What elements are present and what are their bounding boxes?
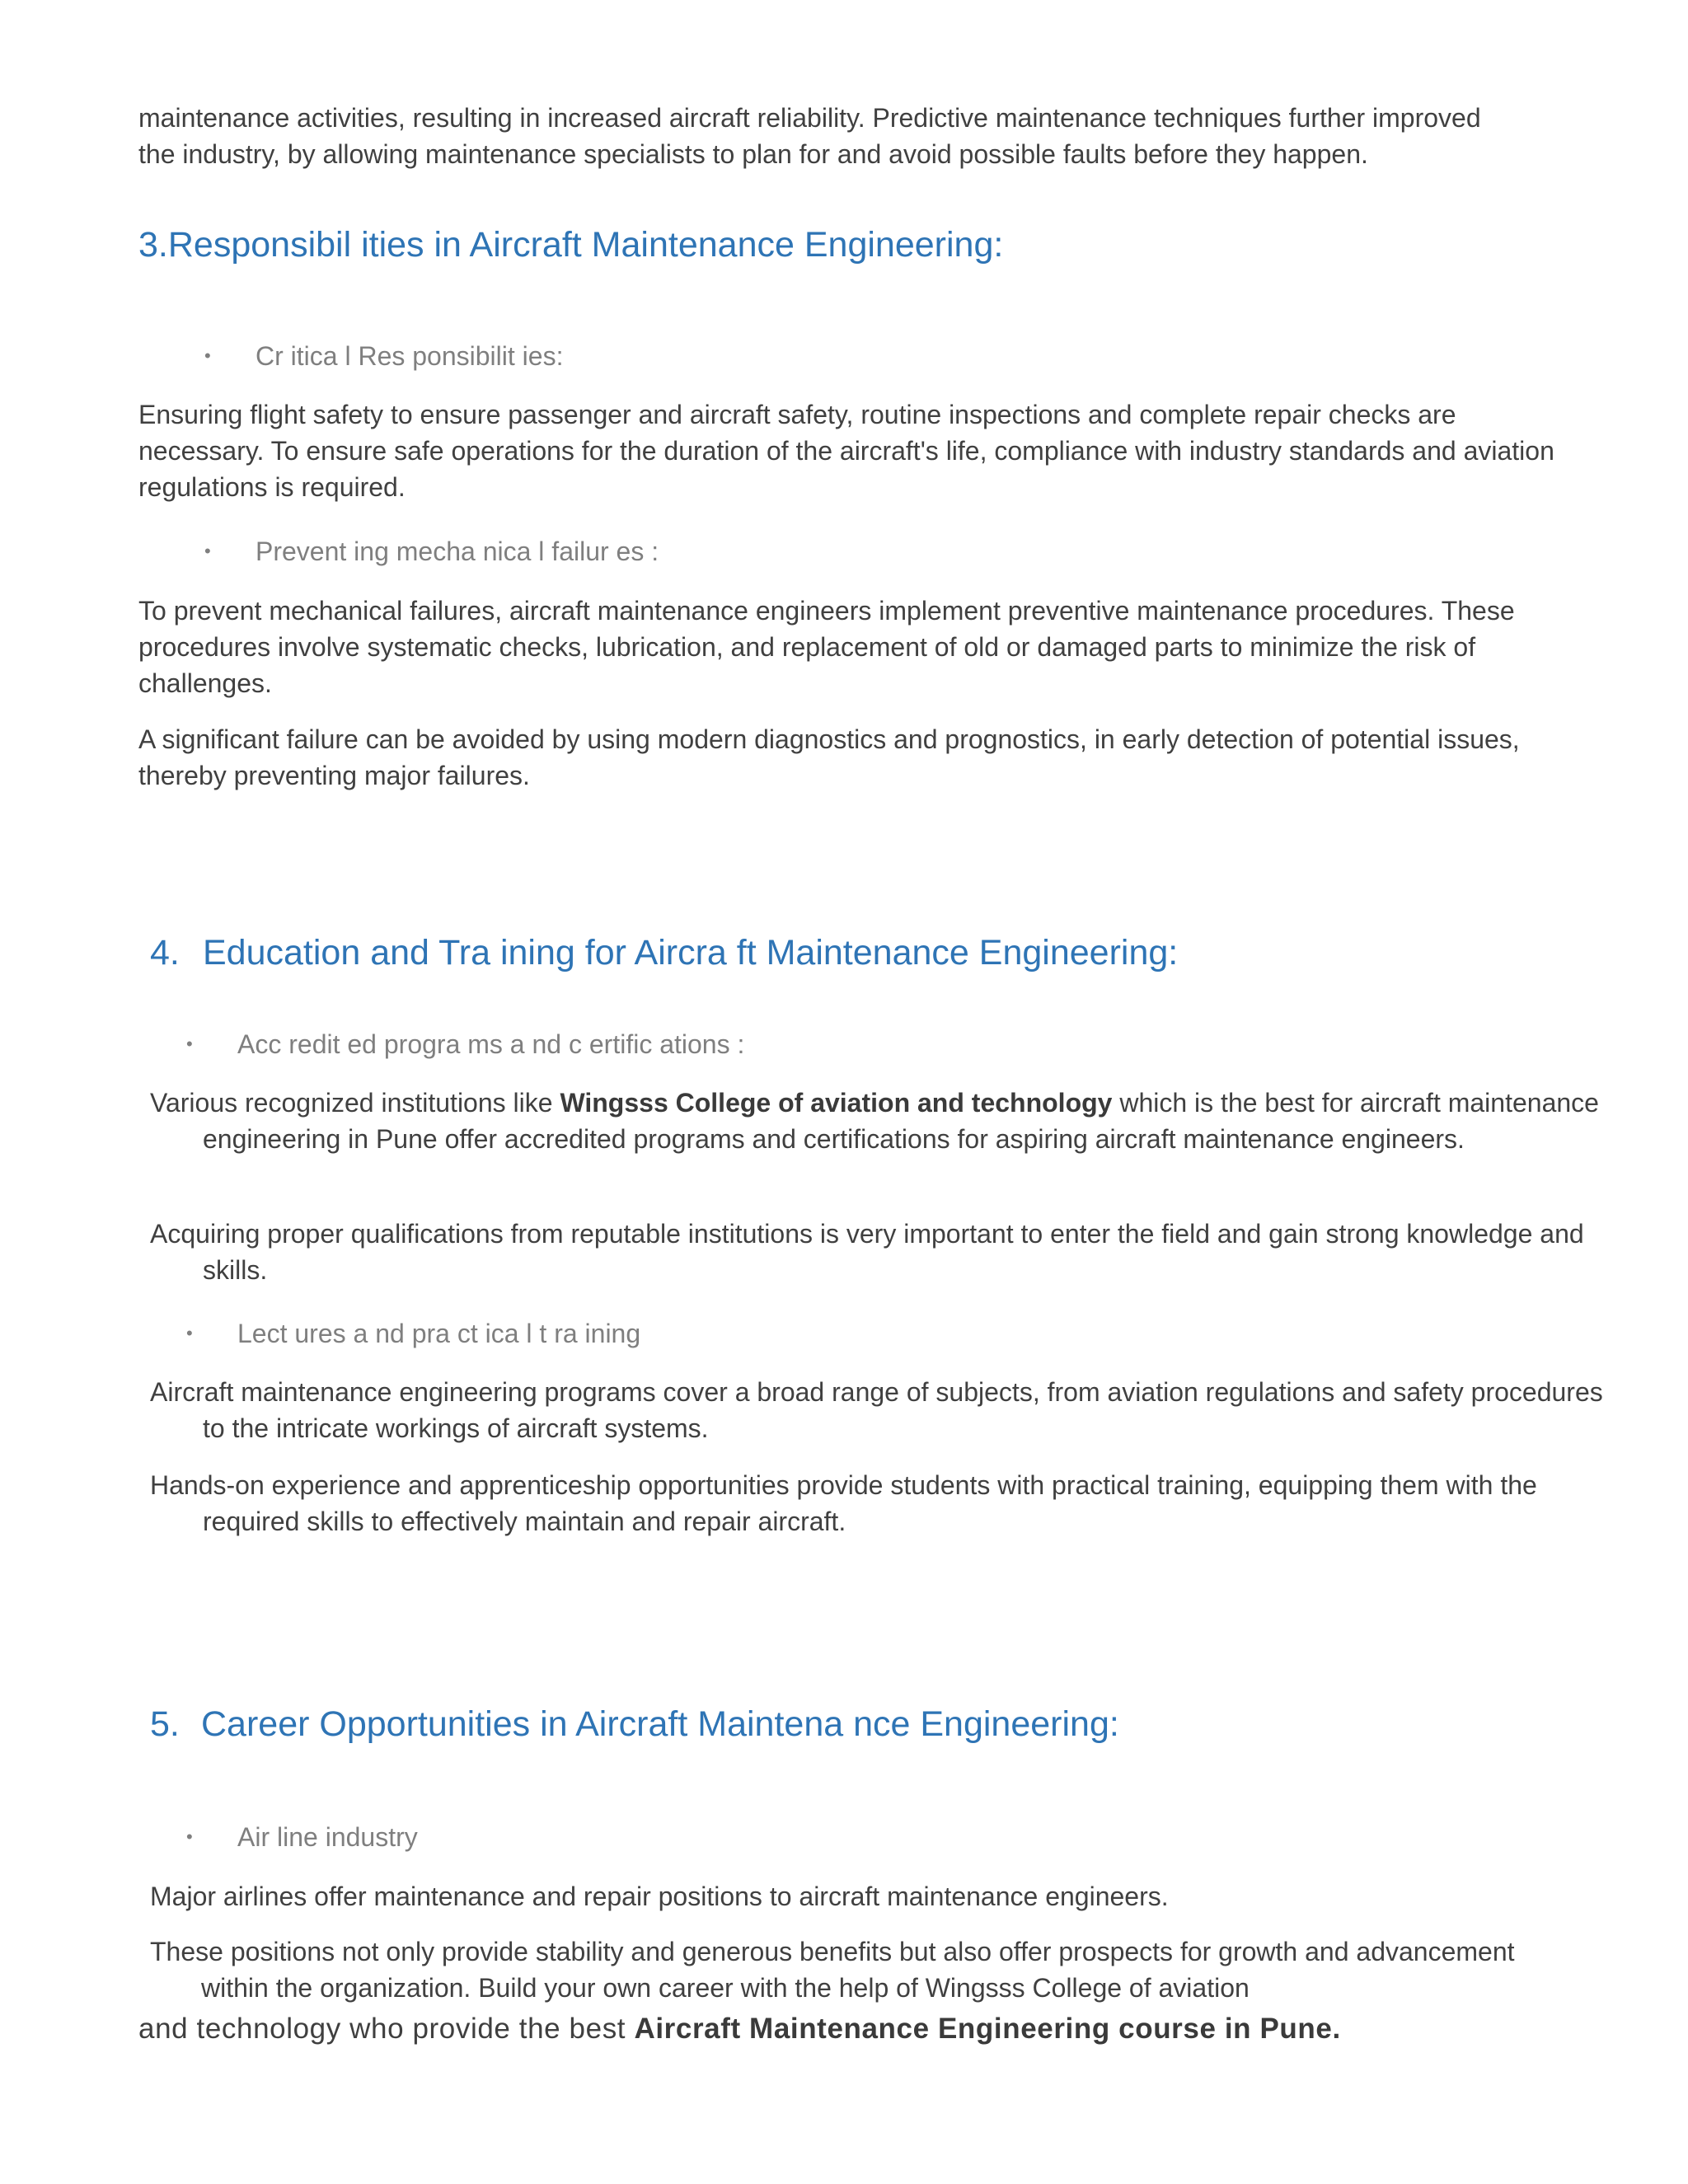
bullet-icon: • xyxy=(204,345,211,366)
bullet-icon: • xyxy=(186,1323,193,1343)
bullet-label: Cr itica l Res ponsibilit ies: xyxy=(256,341,564,371)
bullet-label: Acc redit ed progra ms a nd c ertific ations : xyxy=(237,1029,745,1059)
para-text-post: which is the best for aircraft maintenance engineering in Pune offer accredited programs and certifications for aspiring aircraft maintenance engineers. xyxy=(203,1088,1599,1154)
intro-line-1: maintenance activities, resulting in increased aircraft reliability. Predictive maintenance techniques further improved xyxy=(138,103,1481,133)
section-5-title: Career Opportunities in Aircraft Maintena nce Engineering: xyxy=(201,1704,1119,1744)
intro-paragraph xyxy=(138,100,1573,172)
course-name: Aircraft Maintenance Engineering course in Pune. xyxy=(634,2013,1341,2045)
section-5-heading xyxy=(150,1703,1119,1746)
intro-line-2: the industry, by allowing maintenance specialists to plan for and avoid possible faults before they happen. xyxy=(138,139,1368,169)
bullet-label: Prevent ing mecha nica l failur es : xyxy=(256,537,659,566)
section-4-heading xyxy=(150,931,1178,974)
section-4-paragraph-1 xyxy=(150,1085,1620,1157)
bullet-icon: • xyxy=(204,541,211,561)
section-5-bullet-airline xyxy=(186,1819,418,1855)
para-text-pre: Various recognized institutions like xyxy=(150,1088,560,1118)
section-5-paragraph-2: These positions not only provide stability and generous benefits but also offer prospects for growth and advancement within the organization. Build your own career with the help of Wingsss College of aviation xyxy=(150,1937,1515,2003)
section-3-paragraph-2: To prevent mechanical failures, aircraft maintenance engineers implement preventive maintenance procedures. These procedures involve systematic checks, lubrication, and replacement of old or damaged parts to minimize the risk of challenges. xyxy=(138,596,1515,698)
section-4-title: Education and Tra ining for Aircra ft Maintenance Engineering: xyxy=(203,933,1179,972)
bullet-icon: • xyxy=(186,1826,193,1847)
section-4-paragraph-4: Hands-on experience and apprenticeship opportunities provide students with practical training, equipping them with the required skills to effectively maintain and repair aircraft. xyxy=(150,1470,1537,1536)
section-5-number: 5. xyxy=(150,1704,180,1744)
section-4-bullet-accredited xyxy=(186,1026,744,1062)
section-4-paragraph-2: Acquiring proper qualifications from reputable institutions is very important to enter the field and gain strong knowledge and skills. xyxy=(150,1219,1584,1285)
section-3-bullet-critical xyxy=(204,338,563,374)
section-5-paragraph-1: Major airlines offer maintenance and repair positions to aircraft maintenance engineers. xyxy=(150,1882,1169,1911)
section-3-paragraph-3: A significant failure can be avoided by using modern diagnostics and prognostics, in early detection of potential issues, thereby preventing major failures. xyxy=(138,724,1520,790)
section-3-heading: 3.Responsibil ities in Aircraft Maintenance Engineering: xyxy=(138,225,1004,265)
section-5-closing-line xyxy=(138,2011,1341,2047)
college-name: Wingsss College of aviation and technology xyxy=(560,1088,1113,1118)
bullet-label: Lect ures a nd pra ct ica l t ra ining xyxy=(237,1319,641,1348)
section-4-paragraph-3: Aircraft maintenance engineering programs cover a broad range of subjects, from aviation regulations and safety procedures to the intricate workings of aircraft systems. xyxy=(150,1377,1603,1443)
section-3-bullet-preventing xyxy=(204,533,659,569)
section-4-bullet-lectures xyxy=(186,1315,640,1352)
closing-text: and technology who provide the best xyxy=(138,2013,635,2045)
bullet-label: Air line industry xyxy=(237,1822,418,1852)
bullet-icon: • xyxy=(186,1033,193,1054)
section-4-number: 4. xyxy=(150,933,180,972)
section-3-paragraph-1: Ensuring flight safety to ensure passenger and aircraft safety, routine inspections and complete repair checks are necessary. To ensure safe operations for the duration of the aircraft's life, compliance with industry standards and aviation regulations is required. xyxy=(138,400,1554,502)
